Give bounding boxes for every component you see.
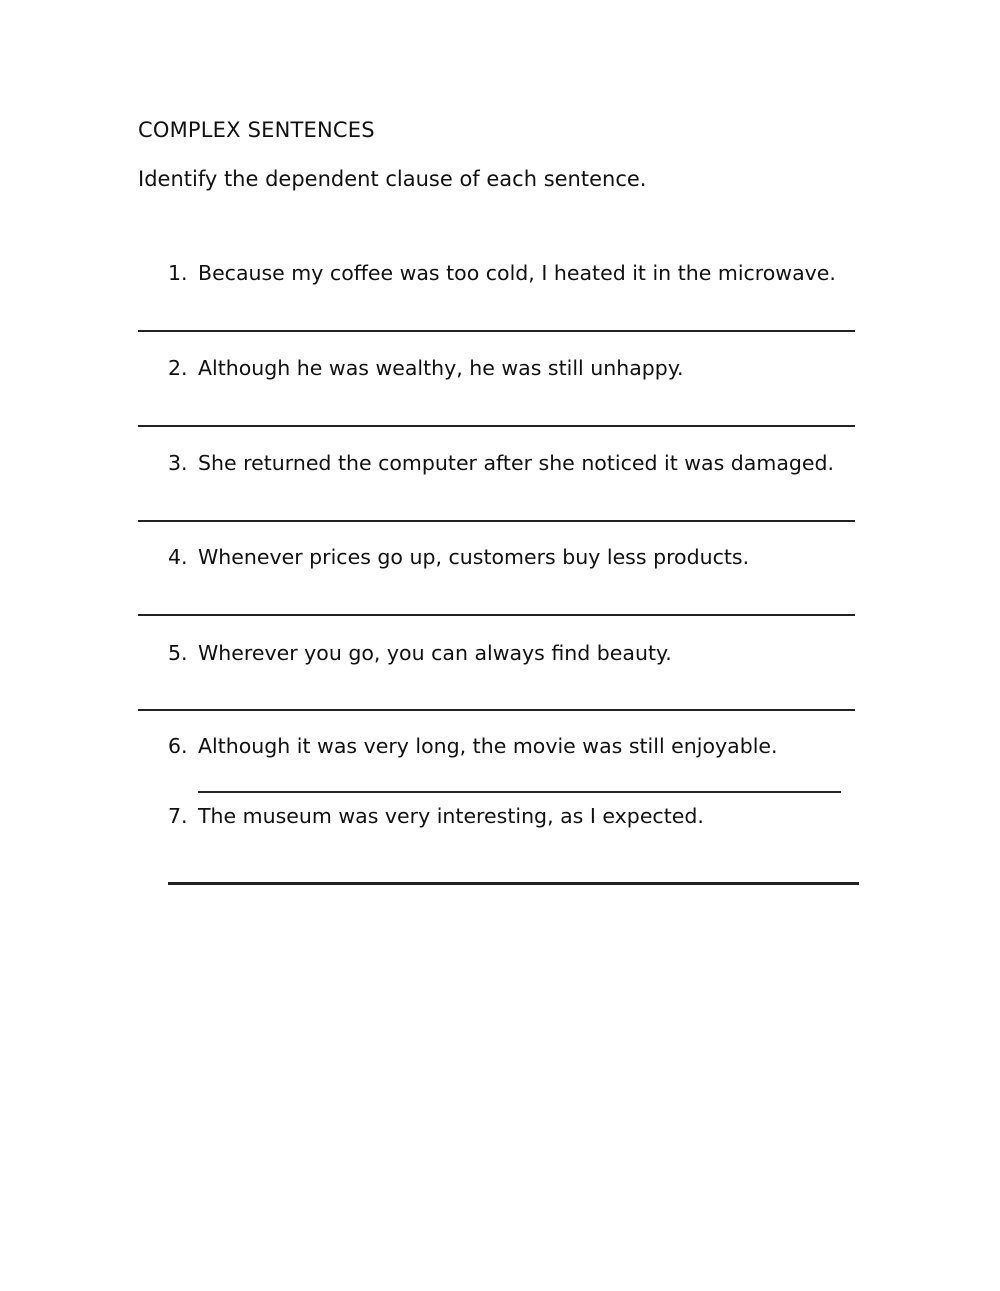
question-sentence: Whenever prices go up, customers buy less products.: [198, 545, 750, 569]
answer-line-7[interactable]: [168, 882, 859, 885]
question-3: [168, 451, 834, 475]
question-number: 5.: [168, 641, 188, 665]
question-1: [168, 261, 836, 285]
worksheet-instruction: Identify the dependent clause of each sentence.: [138, 167, 647, 191]
question-2: [168, 356, 684, 380]
question-5: [168, 641, 672, 665]
question-sentence: Although he was wealthy, he was still unhappy.: [198, 356, 684, 380]
question-number: 3.: [168, 451, 188, 475]
answer-line-2[interactable]: [138, 425, 855, 427]
worksheet-title: COMPLEX SENTENCES: [138, 118, 375, 142]
question-number: 7.: [168, 804, 188, 828]
question-number: 2.: [168, 356, 188, 380]
question-4: [168, 545, 749, 569]
question-sentence: She returned the computer after she noticed it was damaged.: [198, 451, 835, 475]
question-sentence: The museum was very interesting, as I expected.: [198, 804, 704, 828]
answer-line-6[interactable]: [198, 791, 841, 793]
question-sentence: Although it was very long, the movie was still enjoyable.: [198, 734, 778, 758]
question-number: 4.: [168, 545, 188, 569]
question-sentence: Because my coffee was too cold, I heated it in the microwave.: [198, 261, 836, 285]
question-number: 6.: [168, 734, 188, 758]
question-6: [168, 734, 778, 758]
question-sentence: Wherever you go, you can always find beauty.: [198, 641, 672, 665]
answer-line-4[interactable]: [138, 614, 855, 616]
question-number: 1.: [168, 261, 188, 285]
question-7: [168, 804, 704, 828]
answer-line-5[interactable]: [138, 709, 855, 711]
answer-line-3[interactable]: [138, 520, 855, 522]
answer-line-1[interactable]: [138, 330, 855, 332]
